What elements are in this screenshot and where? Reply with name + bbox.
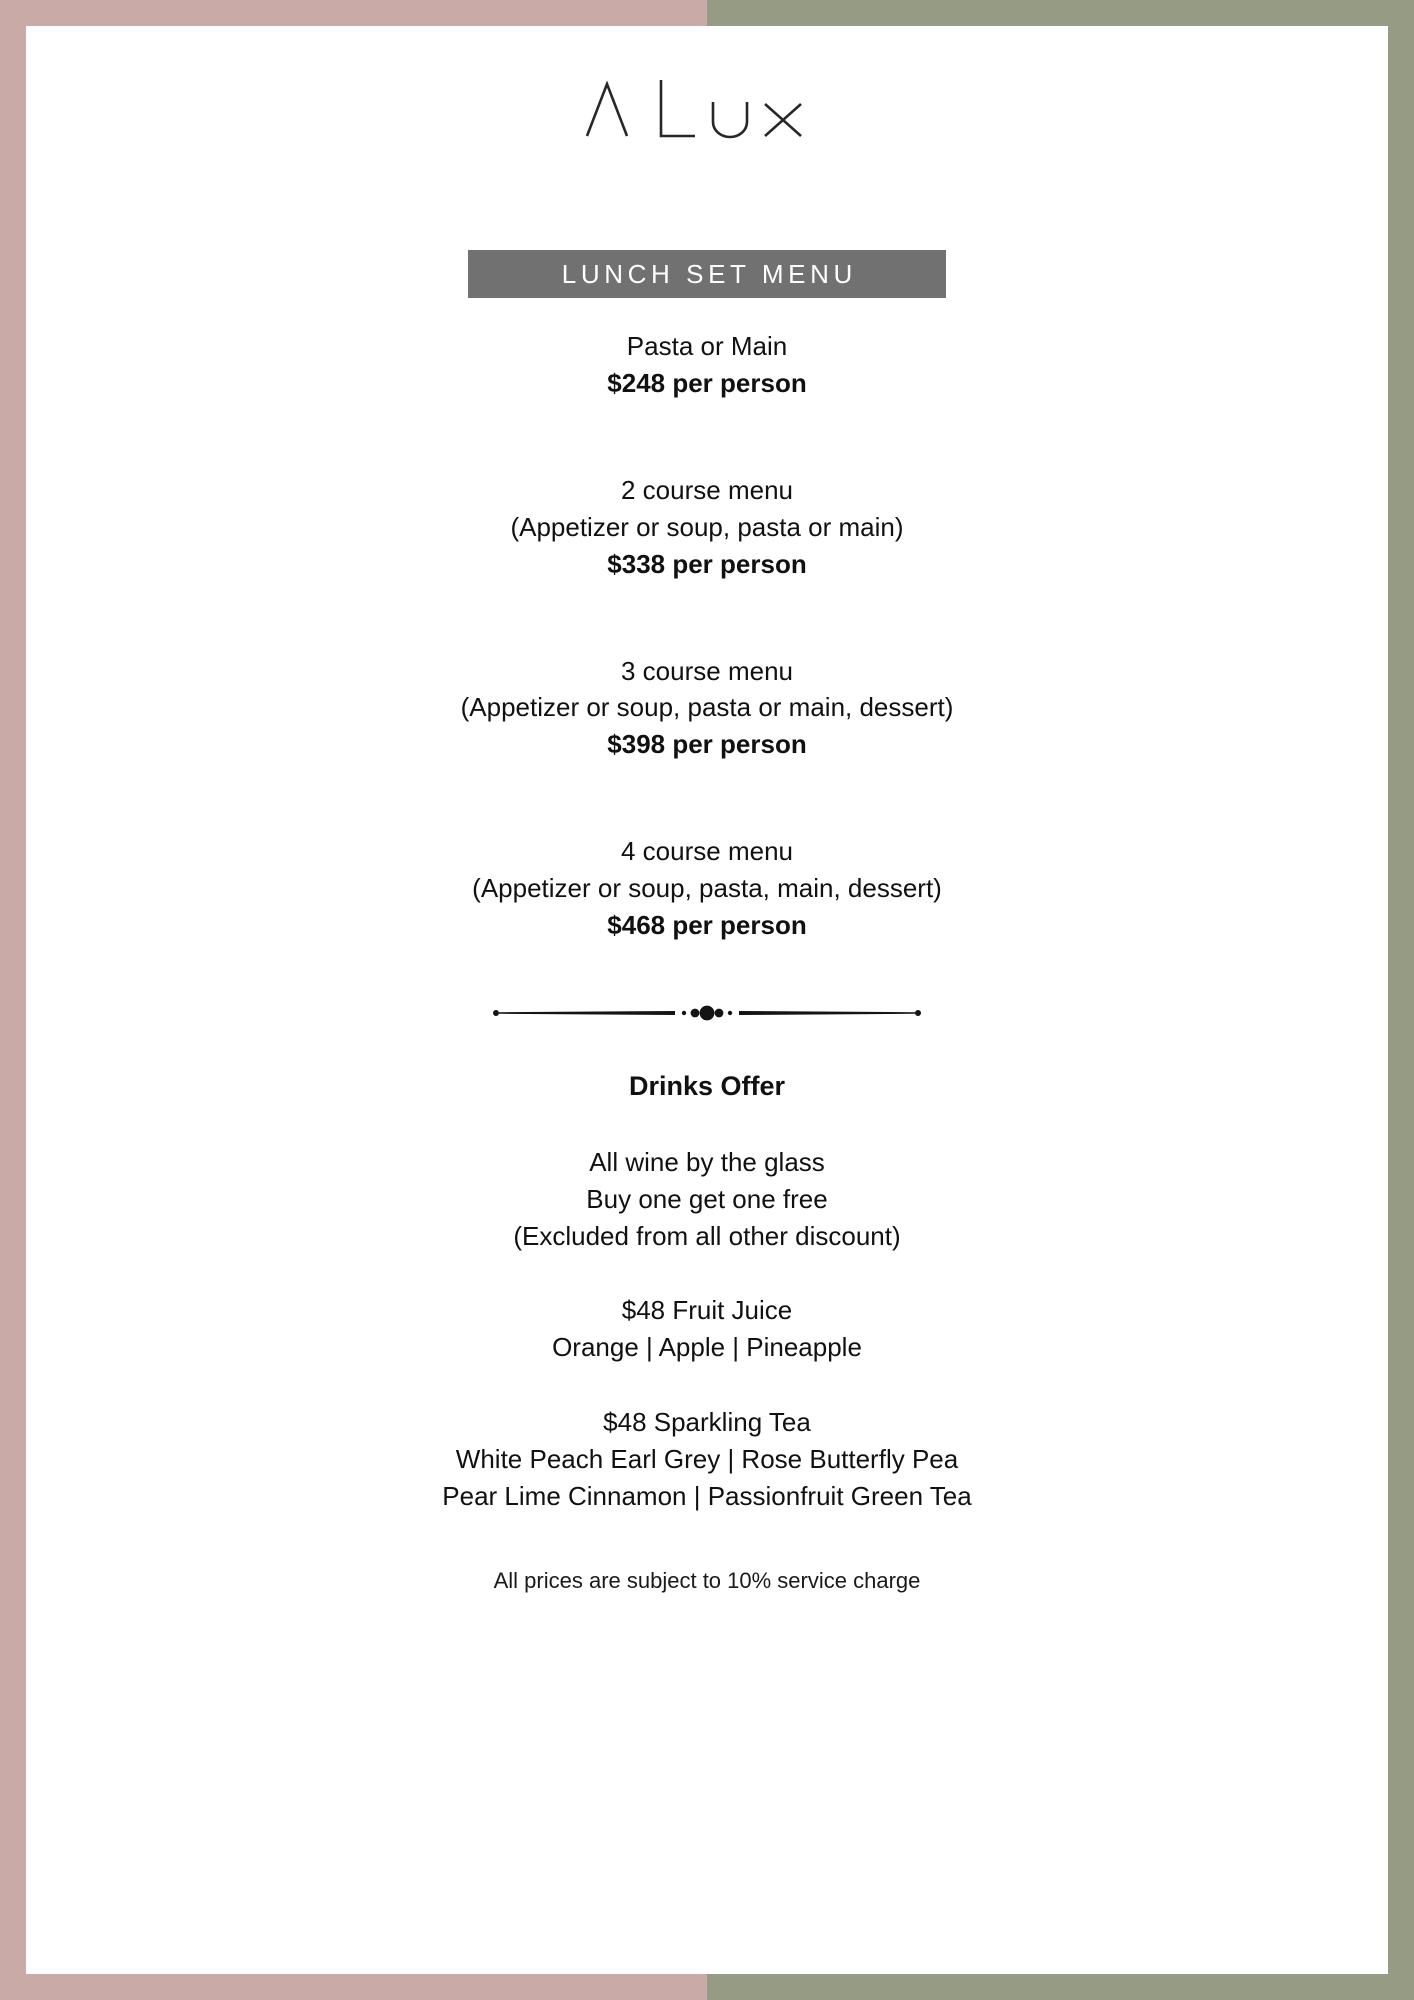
menu-item-block: [26, 472, 1388, 583]
lux-logotype-icon: [577, 62, 837, 148]
banner-title: LUNCH SET MENU: [561, 259, 857, 289]
menu-item-description: (Appetizer or soup, pasta or main, dessert): [460, 692, 954, 723]
drinks-offer-section: [26, 1068, 1388, 1515]
drinks-offer-heading: Drinks Offer: [628, 1070, 786, 1101]
menu-item-name: 3 course menu: [621, 655, 793, 686]
menu-item-name: 2 course menu: [621, 474, 793, 505]
menu-item-price: $248 per person: [607, 367, 807, 398]
wine-offer-line-1: All wine by the glass: [589, 1146, 825, 1177]
service-charge-note: All prices are subject to 10% service charge: [493, 1568, 921, 1594]
fruit-juice-title: $48 Fruit Juice: [621, 1295, 793, 1326]
menu-item-name: 4 course menu: [621, 836, 793, 867]
menu-item-price: $468 per person: [607, 910, 807, 941]
brand-logo: [577, 62, 837, 148]
menu-item-description: (Appetizer or soup, pasta or main): [510, 511, 904, 542]
sparkling-tea-options-line-2: Pear Lime Cinnamon | Passionfruit Green Tea: [442, 1481, 972, 1512]
set-menu-list: [26, 328, 1388, 944]
menu-item-description: (Appetizer or soup, pasta, main, dessert): [472, 873, 942, 904]
frame-band-top-right: [707, 0, 1414, 26]
frame-band-right: [1388, 0, 1414, 2000]
wine-offer-group: [26, 1144, 1388, 1255]
menu-item-price: $398 per person: [607, 729, 807, 760]
frame-band-bottom-right: [707, 1974, 1414, 2000]
footer-note: [26, 1567, 1388, 1596]
menu-item-price: $338 per person: [607, 548, 807, 579]
ornamental-dot-divider-icon: [492, 1004, 922, 1022]
fruit-juice-options: Orange | Apple | Pineapple: [552, 1332, 862, 1363]
lunch-set-menu-banner: [468, 250, 946, 298]
frame-band-bottom-left: [0, 1974, 707, 2000]
sparkling-tea-title: $48 Sparkling Tea: [603, 1407, 811, 1438]
wine-offer-line-3: (Excluded from all other discount): [513, 1220, 901, 1251]
sparkling-tea-options-line-1: White Peach Earl Grey | Rose Butterfly Pea: [455, 1444, 959, 1475]
sparkling-tea-group: [26, 1404, 1388, 1515]
menu-item-block: [26, 653, 1388, 764]
menu-item-name: Pasta or Main: [626, 331, 788, 361]
menu-item-block: [26, 328, 1388, 402]
fruit-juice-group: [26, 1292, 1388, 1366]
menu-sheet: [26, 26, 1388, 1974]
wine-offer-line-2: Buy one get one free: [586, 1183, 828, 1214]
frame-band-left: [0, 0, 26, 2000]
menu-item-block: [26, 833, 1388, 944]
ornament-divider: [26, 1004, 1388, 1022]
frame-band-top-left: [0, 0, 707, 26]
